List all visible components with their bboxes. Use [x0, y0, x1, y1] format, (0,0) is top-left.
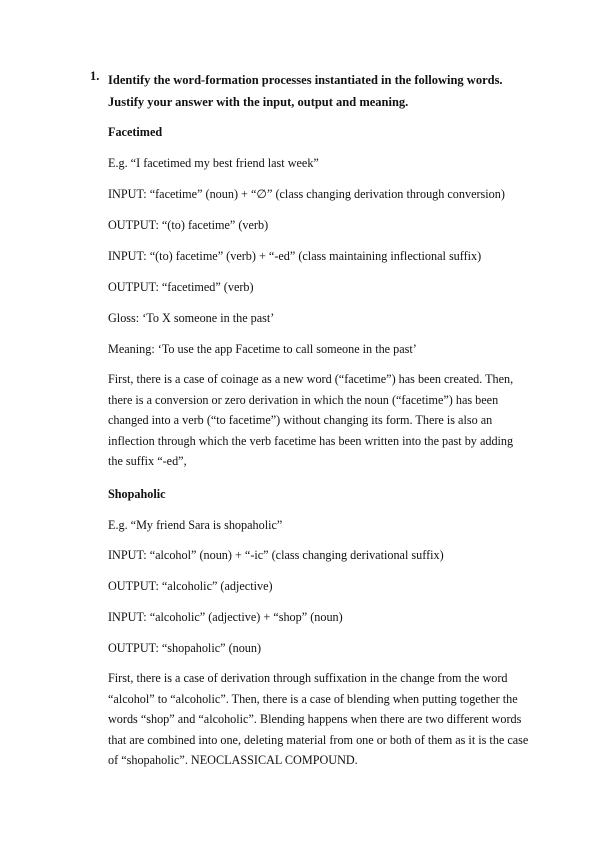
paragraph-line: First, there is a case of coinage as a new word (“facetime”) has been created. Then,: [108, 372, 514, 386]
question-text: [108, 69, 528, 113]
paragraph-line: there is a conversion or zero derivation in which the noun (“facetime”) has been: [108, 392, 499, 407]
shopaholic-input-2: INPUT: “alcoholic” (adjective) + “shop” (noun): [108, 610, 343, 624]
facetimed-explanation: [108, 369, 514, 472]
facetimed-output-2: OUTPUT: “facetimed” (verb): [108, 280, 254, 294]
facetimed-meaning: Meaning: ‘To use the app Facetime to call someone in the past’: [108, 342, 417, 356]
shopaholic-input-1: INPUT: “alcohol” (noun) + “-ic” (class changing derivational suffix): [108, 548, 444, 562]
paragraph-line: “alcohol” to “alcoholic”. Then, there is a case of blending when putting together the: [108, 691, 518, 706]
facetimed-example: E.g. “I facetimed my best friend last week”: [108, 156, 319, 170]
shopaholic-output-1: OUTPUT: “alcoholic” (adjective): [108, 579, 273, 593]
facetimed-gloss: Gloss: ‘To X someone in the past’: [108, 311, 275, 325]
facetimed-input-1: INPUT: “facetime” (noun) + “∅” (class changing derivation through conversion): [108, 187, 505, 201]
question-line-2: Justify your answer with the input, output and meaning.: [108, 95, 409, 109]
paragraph-line: the suffix “-ed”,: [108, 454, 187, 468]
shopaholic-output-2: OUTPUT: “shopaholic” (noun): [108, 641, 262, 655]
paragraph-line: inflection through which the verb facetime has been written into the past by adding: [108, 433, 514, 448]
question-line-1: Identify the word-formation processes instantiated in the following words.: [108, 73, 503, 87]
shopaholic-explanation: [108, 668, 529, 771]
facetimed-input-2: INPUT: “(to) facetime” (verb) + “-ed” (class maintaining inflectional suffix): [108, 249, 482, 263]
paragraph-line: changed into a verb (“to facetime”) without changing its form. There is also an: [108, 413, 493, 427]
shopaholic-example: E.g. “My friend Sara is shopaholic”: [108, 518, 283, 532]
question-number: 1.: [90, 69, 100, 83]
facetimed-heading: Facetimed: [108, 125, 163, 139]
shopaholic-heading: Shopaholic: [108, 487, 166, 501]
paragraph-line: words “shop” and “alcoholic”. Blending happens when there are two different words: [108, 712, 522, 726]
paragraph-line: First, there is a case of derivation through suffixation in the change from the word: [108, 671, 508, 685]
paragraph-line: that are combined into one, deleting material from one or both of them as it is the case: [108, 732, 529, 747]
paragraph-line: of “shopaholic”. NEOCLASSICAL COMPOUND.: [108, 753, 358, 767]
facetimed-output-1: OUTPUT: “(to) facetime” (verb): [108, 218, 269, 232]
